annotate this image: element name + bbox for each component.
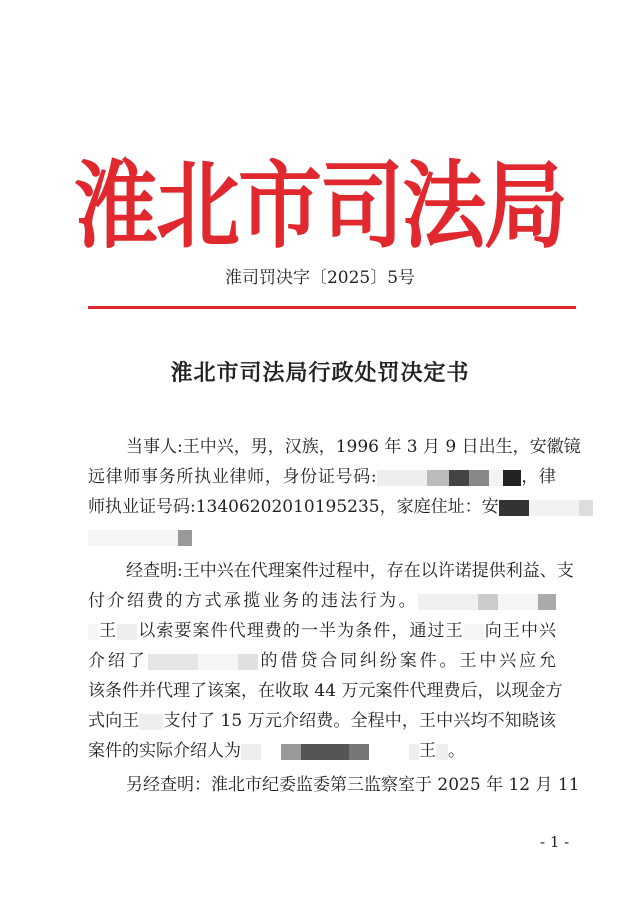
text-line <box>88 492 556 522</box>
redaction-block <box>301 744 349 760</box>
page-number: - 1 - <box>540 833 570 851</box>
redaction-block <box>489 470 503 486</box>
document-number: 淮司罚决字〔2025〕5号 <box>224 268 416 288</box>
document-body <box>88 432 581 800</box>
text-segment: 式向王 <box>88 711 140 731</box>
redaction-block <box>88 530 178 546</box>
text-segment: 王 <box>98 621 118 641</box>
text-segment: ，律 <box>520 467 557 487</box>
text-line <box>88 646 556 676</box>
text-segment: 介绍了 <box>88 651 148 671</box>
text-line <box>88 586 556 616</box>
redaction-block <box>349 744 369 760</box>
text-segment: 向王中兴 <box>483 621 557 641</box>
document-title: 淮北市司法局行政处罚决定书 <box>170 360 470 386</box>
redaction-block <box>409 744 419 760</box>
text-segment: 王 <box>419 741 436 761</box>
text-line <box>88 522 556 552</box>
redaction-block <box>241 744 261 760</box>
text-segment: 经查明:王中兴在代理案件过程中，存在以许诺提供利益、支 <box>126 561 574 581</box>
text-segment: 当事人:王中兴，男，汉族，1996 年 3 月 9 日出生，安徽镜 <box>126 437 581 457</box>
text-line <box>88 556 574 586</box>
redaction-block <box>281 744 301 760</box>
text-segment: 师执业证号码:13406202010195235，家庭住址：安 <box>88 497 499 517</box>
redaction-block <box>377 470 427 486</box>
redaction-block <box>464 624 484 640</box>
redaction-block <box>178 530 192 546</box>
text-line <box>88 676 563 706</box>
text-segment: 的借贷合同纠纷案件。王中兴应允 <box>257 651 557 671</box>
text-segment: 另经查明：淮北市纪委监委第三监察室于 2025 年 12 月 11 <box>126 775 580 795</box>
redaction-block <box>449 470 469 486</box>
text-line <box>88 462 556 492</box>
redaction-block <box>503 470 521 486</box>
redaction-block <box>436 744 448 760</box>
redaction-block <box>538 594 556 610</box>
text-line <box>88 770 580 800</box>
redaction-block <box>529 500 579 516</box>
redaction-block <box>418 594 478 610</box>
text-segment: 远律师事务所执业律师，身份证号码: <box>88 467 377 487</box>
text-line <box>88 432 581 462</box>
redaction-block <box>427 470 449 486</box>
text-segment: 以索要案件代理费的一半为条件，通过王 <box>137 621 464 641</box>
redaction-block <box>148 654 198 670</box>
redaction-block <box>499 500 529 516</box>
issuing-authority-masthead: 淮北市司法局 <box>73 149 566 261</box>
text-segment: 。 <box>448 741 465 761</box>
paragraph <box>88 770 580 800</box>
redaction-block <box>117 624 137 640</box>
text-line <box>88 616 556 646</box>
text-segment: 付介绍费的方式承揽业务的违法行为。 <box>88 591 418 611</box>
text-segment: 支付了 15 万元介绍费。全程中，王中兴均不知晓该 <box>163 711 556 731</box>
redaction-block <box>261 744 281 760</box>
redaction-block <box>139 714 163 730</box>
redaction-block <box>369 744 409 760</box>
text-segment: 案件的实际介绍人为 <box>88 741 241 761</box>
redaction-block <box>478 594 498 610</box>
paragraph <box>88 432 581 552</box>
redaction-block <box>238 654 258 670</box>
redaction-block <box>198 654 238 670</box>
redaction-block <box>579 500 593 516</box>
red-divider-line <box>88 306 576 309</box>
text-line <box>88 706 556 736</box>
redaction-block <box>498 594 538 610</box>
text-segment: 该条件并代理了该案，在收取 44 万元案件代理费后，以现金方 <box>88 681 563 701</box>
paragraph <box>88 556 574 766</box>
redaction-block <box>88 624 98 640</box>
redaction-block <box>469 470 489 486</box>
text-line <box>88 736 556 766</box>
